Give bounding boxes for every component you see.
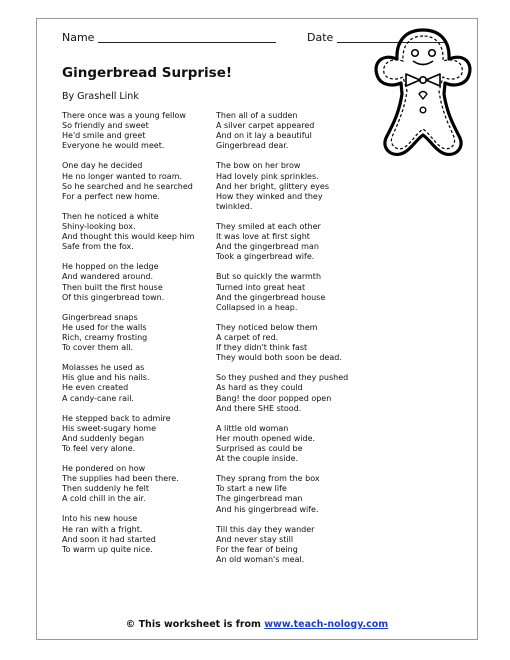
footer-text: © This worksheet is from: [125, 619, 261, 630]
poem-line: A cold chill in the air.: [62, 494, 146, 504]
poem-line: The bow on her brow: [216, 161, 301, 171]
footer-link[interactable]: www.teach-nology.com: [264, 619, 389, 630]
poem-line: So he searched and he searched: [62, 181, 193, 191]
poem-stanza: [62, 313, 232, 354]
poem-line: Took a gingerbread wife.: [216, 252, 315, 262]
poem-line: He even created: [62, 383, 129, 393]
poem-line: The gingerbread man: [216, 494, 303, 504]
poem-line: Molasses he used as: [62, 363, 145, 373]
poem-stanza: [216, 424, 386, 465]
poem-line: To start a new life: [216, 484, 287, 494]
poem-line: Into his new house: [62, 514, 138, 524]
poem-line: He pondered on how: [62, 463, 146, 473]
poem-stanza: [62, 262, 232, 303]
poem-line: His sweet-sugary home: [62, 423, 156, 433]
poem-title: Gingerbread Surprise!: [62, 65, 233, 81]
poem-line: A carpet of red.: [216, 333, 279, 342]
poem-stanza: [216, 474, 386, 515]
poem-line: twinkled.: [216, 202, 253, 212]
poem-line: Then suddenly he felt: [62, 484, 150, 494]
poem-stanza: [216, 272, 386, 313]
poem-line: Rich, creamy frosting: [62, 333, 148, 342]
poem-stanza: [216, 323, 386, 364]
poem-line: They noticed below them: [216, 322, 318, 332]
poem-line: Till this day they wander: [216, 524, 315, 534]
poem-line: And soon it had started: [62, 534, 156, 544]
poem-line: Everyone he would meet.: [62, 141, 165, 151]
poem-line: He used for the walls: [62, 322, 147, 332]
name-label: Name: [62, 31, 95, 44]
poem-line: To feel very alone.: [62, 444, 136, 453]
poem-line: And never stay still: [216, 534, 294, 544]
poem-line: And the gingerbread man: [216, 242, 319, 252]
poem-stanza: [62, 514, 232, 555]
poem-line: Then he noticed a white: [62, 211, 159, 221]
poem-line: To warm up quite nice.: [62, 544, 153, 554]
poem-line: Her mouth opened wide.: [216, 433, 316, 443]
poem-line: A little old woman: [216, 423, 289, 433]
poem-line: For the fear of being: [216, 544, 298, 554]
poem-line: And there SHE stood.: [216, 403, 302, 413]
poem-line: Surprised as could be: [216, 444, 303, 453]
poem-stanza: [216, 373, 386, 414]
poem-line: At the couple inside.: [216, 454, 299, 464]
poem-stanza: [62, 161, 232, 202]
poem-stanza: [62, 111, 232, 152]
poem-line: Gingerbread dear.: [216, 141, 289, 151]
date-label: Date: [307, 31, 334, 44]
worksheet-page: [36, 18, 478, 640]
poem-byline: By Grashell Link: [62, 91, 139, 102]
poem-line: And suddenly began: [62, 433, 145, 443]
poem-line: And on it lay a beautiful: [216, 131, 312, 141]
header-fields: [62, 31, 334, 44]
poem-line: They smiled at each other: [216, 222, 321, 231]
poem-line: As hard as they could: [216, 383, 303, 393]
poem-line: Collapsed in a heap.: [216, 302, 298, 312]
poem-line: He'd smile and greet: [62, 131, 146, 141]
poem-line: If they didn't think fast: [216, 343, 308, 353]
poem-line: They would both soon be dead.: [216, 353, 342, 363]
poem-stanza: [62, 414, 232, 455]
poem-line: They sprang from the box: [216, 474, 320, 484]
poem-line: Bang! the door popped open: [216, 393, 332, 403]
poem-line: And the gingerbread house: [216, 292, 326, 302]
poem-stanza: [216, 111, 386, 152]
poem-line: How they winked and they: [216, 191, 323, 201]
poem-line: He hopped on the ledge: [62, 262, 159, 272]
poem-line: And wandered around.: [62, 272, 154, 282]
footer-credit: [37, 619, 477, 630]
poem-line: The supplies had been there.: [62, 474, 179, 484]
poem-line: So friendly and sweet: [62, 121, 149, 131]
poem-line: Gingerbread snaps: [62, 312, 138, 322]
poem-line: And her bright, glittery eyes: [216, 181, 329, 191]
name-field: [62, 31, 276, 44]
poem-stanza: [62, 212, 232, 253]
poem-line: Turned into great heat: [216, 282, 306, 292]
poem-line: His glue and his nails.: [62, 373, 150, 383]
poem-line: Shiny-looking box.: [62, 222, 136, 231]
poem-line: Had lovely pink sprinkles.: [216, 171, 319, 181]
poem-line: Safe from the fox.: [62, 242, 134, 252]
poem-line: An old woman's meal.: [216, 555, 305, 564]
poem-line: One day he decided: [62, 161, 143, 171]
poem-stanza: [62, 464, 232, 505]
poem-line: It was love at first sight: [216, 232, 310, 242]
gingerbread-man-illustration: [372, 28, 474, 160]
poem-line: He no longer wanted to roam.: [62, 171, 183, 181]
poem-column-right: [216, 111, 386, 575]
poem-stanza: [216, 525, 386, 566]
poem-stanza: [216, 161, 386, 212]
poem-line: He ran with a fright.: [62, 524, 143, 534]
poem-line: And his gingerbread wife.: [216, 504, 319, 514]
poem-line: So they pushed and they pushed: [216, 373, 349, 383]
poem-line: But so quickly the warmth: [216, 272, 322, 282]
poem-stanza: [216, 222, 386, 263]
poem-line: There once was a young fellow: [62, 111, 186, 120]
poem-column-left: [62, 111, 232, 565]
poem-line: Then all of a sudden: [216, 111, 298, 120]
poem-line: And thought this would keep him: [62, 232, 195, 242]
poem-line: A candy-cane rail.: [62, 393, 134, 403]
poem-line: Then built the first house: [62, 282, 163, 292]
poem-stanza: [62, 363, 232, 404]
poem-line: He stepped back to admire: [62, 413, 171, 423]
poem-line: For a perfect new home.: [62, 191, 160, 201]
poem-line: To cover them all.: [62, 343, 134, 353]
poem-line: Of this gingerbread town.: [62, 292, 165, 302]
poem-line: A silver carpet appeared: [216, 121, 315, 131]
name-blank-line[interactable]: [98, 42, 276, 43]
